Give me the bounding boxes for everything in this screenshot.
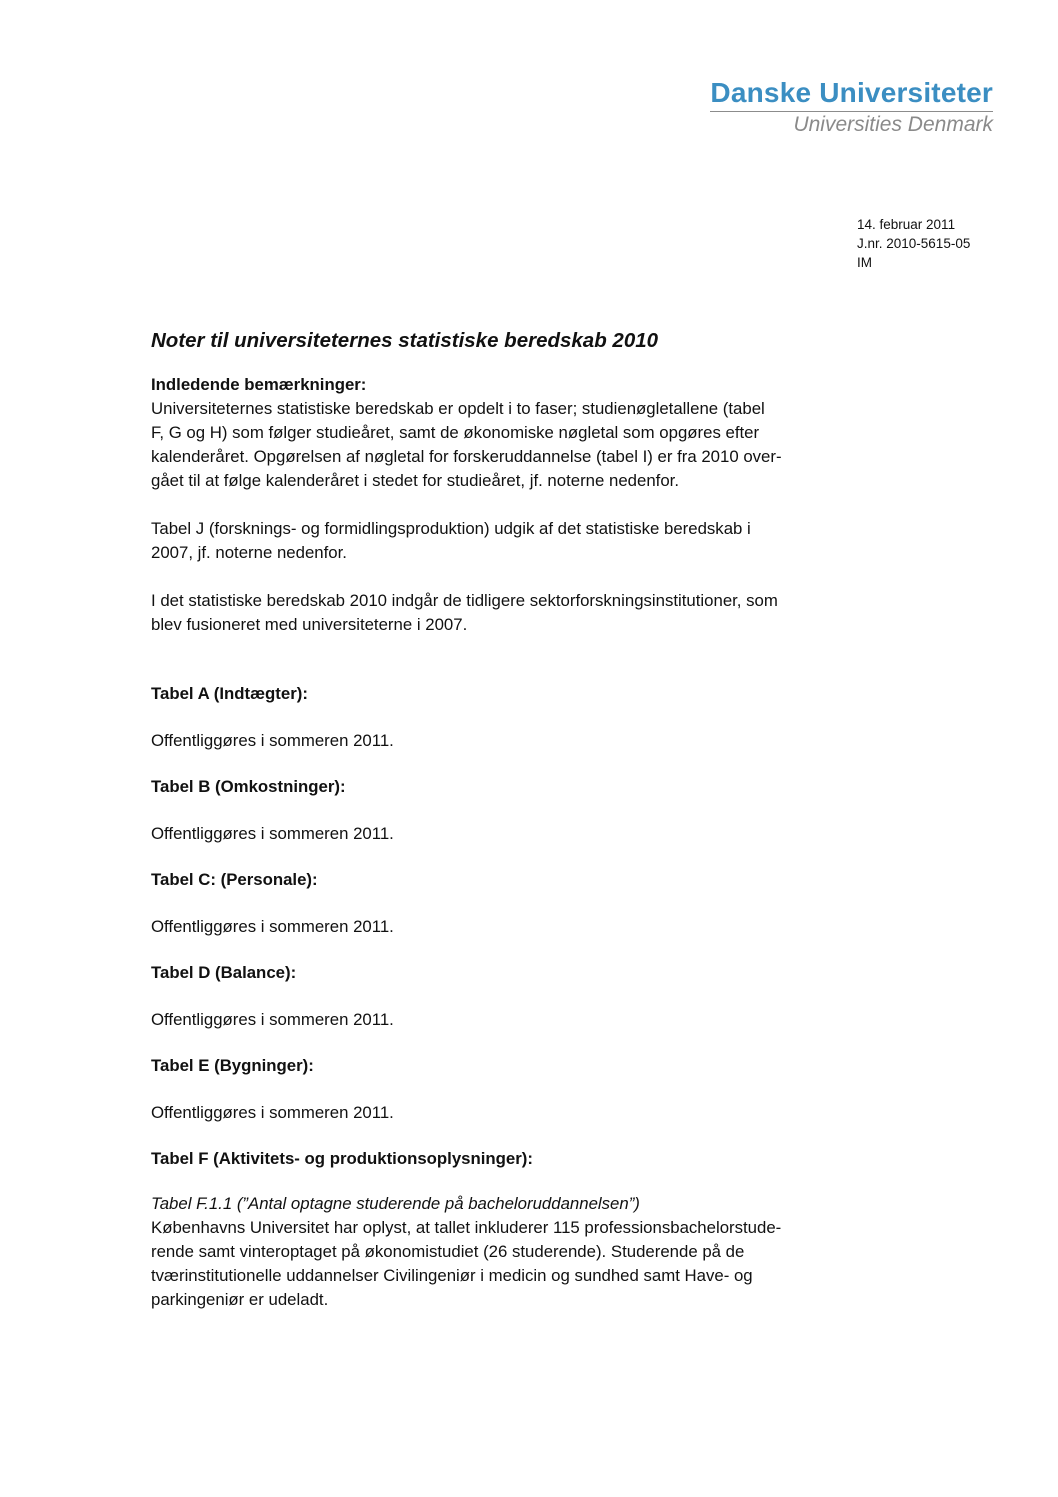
journal-number: J.nr. 2010-5615-05 [857, 236, 971, 251]
section-tabel-c [151, 868, 841, 939]
subsection-heading: Tabel F.1.1 (”Antal optagne studerende på bacheloruddannelsen”) [151, 1194, 640, 1213]
organization-logo [710, 78, 993, 137]
text-line: rende samt vinteroptaget på økonomistudiet (26 studerende). Studerende på de [151, 1242, 745, 1261]
section-heading: Tabel F (Aktivitets- og produktionsoplysninger): [151, 1149, 533, 1168]
intro-paragraph-1 [151, 397, 841, 493]
logo-primary-text: Danske Universiteter [710, 78, 993, 112]
section-tabel-b [151, 775, 841, 846]
section-text: Offentliggøres i sommeren 2011. [151, 1010, 394, 1029]
text-line: 2007, jf. noterne nedenfor. [151, 543, 347, 562]
section-heading: Tabel A (Indtægter): [151, 684, 308, 703]
text-line: Universiteternes statistiske beredskab er opdelt i to faser; studienøgletallene (tabel [151, 399, 765, 418]
text-line: blev fusioneret med universiteterne i 2007. [151, 615, 468, 634]
section-text: Offentliggøres i sommeren 2011. [151, 917, 394, 936]
text-line: F, G og H) som følger studieåret, samt de økonomiske nøgletal som opgøres efter [151, 423, 760, 442]
text-line: Tabel J (forsknings- og formidlingsproduktion) udgik af det statistiske beredskab i [151, 519, 751, 538]
document-title: Noter til universiteternes statistiske beredskab 2010 [151, 329, 659, 352]
section-tabel-d [151, 961, 841, 1032]
tabel-f-paragraph [151, 1216, 841, 1312]
section-tabel-e [151, 1054, 841, 1125]
section-text: Offentliggøres i sommeren 2011. [151, 824, 394, 843]
text-line: kalenderåret. Opgørelsen af nøgletal for forskeruddannelse (tabel I) er fra 2010 over- [151, 447, 782, 466]
document-meta [857, 215, 970, 272]
section-heading: Tabel C: (Personale): [151, 870, 318, 889]
author-initials: IM [857, 255, 872, 270]
text-line: Københavns Universitet har oplyst, at tallet inkluderer 115 professionsbachelorstude- [151, 1218, 782, 1237]
intro-paragraph-3 [151, 589, 841, 637]
text-line: gået til at følge kalenderåret i stedet for studieåret, jf. noterne nedenfor. [151, 471, 679, 490]
document-date: 14. februar 2011 [857, 217, 956, 232]
section-tabel-a [151, 682, 841, 753]
text-line: I det statistiske beredskab 2010 indgår de tidligere sektorforskningsinstitutioner, som [151, 591, 778, 610]
text-line: parkingeniør er udeladt. [151, 1290, 329, 1309]
section-tabel-f [151, 1147, 841, 1312]
intro-paragraph-2 [151, 517, 841, 565]
intro-heading: Indledende bemærkninger: [151, 375, 367, 394]
text-line: tværinstitutionelle uddannelser Civilingeniør i medicin og sundhed samt Have- og [151, 1266, 753, 1285]
section-heading: Tabel E (Bygninger): [151, 1056, 314, 1075]
logo-secondary-text: Universities Denmark [793, 113, 993, 136]
section-heading: Tabel D (Balance): [151, 963, 297, 982]
section-text: Offentliggøres i sommeren 2011. [151, 731, 394, 750]
section-text: Offentliggøres i sommeren 2011. [151, 1103, 394, 1122]
document-body [151, 327, 841, 1312]
section-heading: Tabel B (Omkostninger): [151, 777, 346, 796]
